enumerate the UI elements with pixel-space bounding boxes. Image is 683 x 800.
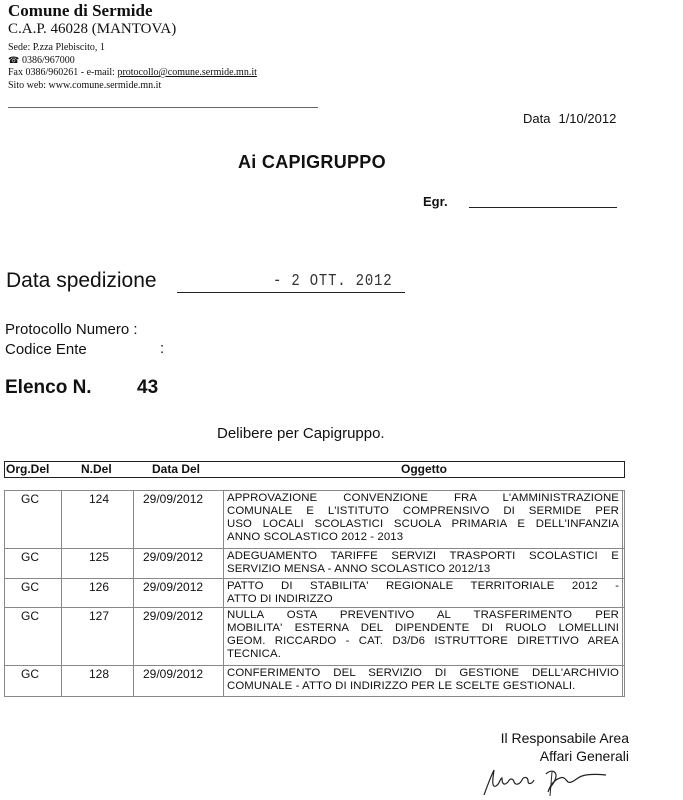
- cell-oggetto: PATTO DI STABILITA' REGIONALE TERRITORIALE 2012 - ATTO DI INDIRIZZO: [227, 580, 619, 605]
- recipient-title: Ai CAPIGRUPPO: [238, 152, 386, 172]
- header-data-del: Data Del: [152, 462, 201, 476]
- cell-org: GC: [21, 492, 39, 506]
- fax-number: Fax 0386/960261 - e-mail:: [8, 67, 118, 78]
- municipality-name: Comune di Sermide: [8, 1, 153, 20]
- header-n-del: N.Del: [81, 462, 112, 476]
- address: Sede: P.zza Plebiscito, 1: [8, 42, 105, 53]
- spedizione-date-stamp: - 2 OTT. 2012: [273, 272, 393, 291]
- spedizione-line: [177, 292, 405, 293]
- cell-num: 126: [89, 580, 110, 594]
- handwritten-signature: [478, 762, 618, 798]
- date-value: 1/10/2012: [558, 111, 617, 126]
- codice-ente-colon: :: [160, 340, 165, 357]
- responsabile-line-2: Affari Generali: [539, 748, 629, 764]
- table-row: [4, 607, 625, 666]
- phone-number: 0386/967000: [22, 55, 75, 66]
- codice-ente-label: Codice Ente: [5, 341, 87, 358]
- cell-date: 29/09/2012: [143, 667, 204, 681]
- cell-date: 29/09/2012: [143, 580, 204, 594]
- cell-oggetto: APPROVAZIONE CONVENZIONE FRA L'AMMINISTRAZIONE COMUNALE E L'ISTITUTO COMPRENSIVO DI SERMIDE PER USO LOCALI SCOLASTICI SCUOLA PRIMARIA E DELL'INFANZIA ANNO SCOLASTICO 2012 - 2013: [227, 492, 619, 543]
- cell-org: GC: [21, 580, 39, 594]
- table-row: [4, 490, 625, 549]
- cell-org: GC: [21, 550, 39, 564]
- spedizione-label: Data spedizione: [6, 269, 157, 292]
- table-row: [4, 548, 625, 579]
- cell-date: 29/09/2012: [143, 609, 204, 623]
- letterhead-divider: [8, 107, 318, 108]
- cell-date: 29/09/2012: [143, 550, 204, 564]
- cell-num: 124: [89, 492, 110, 506]
- telephone-icon: ☎: [8, 55, 20, 65]
- cell-org: GC: [21, 667, 39, 681]
- elenco-number: 43: [137, 377, 159, 398]
- table-row: [4, 665, 625, 697]
- postal-code: C.A.P. 46028 (MANTOVA): [8, 21, 177, 37]
- cell-oggetto: NULLA OSTA PREVENTIVO AL TRASFERIMENTO PER MOBILITA' ESTERNA DEL DIPENDENTE DI RUOLO LOMELLINI GEOM. RICCARDO - CAT. D3/D6 ISTRUTTORE DIRETTIVO AREA TECNICA.: [227, 609, 619, 660]
- responsabile-block: [480, 729, 629, 765]
- document-date: [523, 111, 616, 126]
- cell-num: 125: [89, 550, 110, 564]
- delibere-title: Delibere per Capigruppo.: [217, 425, 385, 442]
- phone-line: [8, 54, 75, 67]
- cell-num: 128: [89, 667, 110, 681]
- date-label: Data: [523, 111, 551, 126]
- cell-date: 29/09/2012: [143, 492, 204, 506]
- cell-oggetto: ADEGUAMENTO TARIFFE SERVIZI TRASPORTI SCOLASTICI E SERVIZIO MENSA - ANNO SCOLASTICO 2012/13: [227, 550, 619, 575]
- egr-blank-line: [469, 207, 617, 208]
- protocollo-label: Protocollo Numero :: [5, 321, 138, 338]
- cell-oggetto: CONFERIMENTO DEL SERVIZIO DI GESTIONE DELL'ARCHIVIO COMUNALE - ATTO DI INDIRIZZO PER LE SCELTE GESTIONALI.: [227, 667, 619, 692]
- table-row: [4, 578, 625, 608]
- header-oggetto: Oggetto: [401, 462, 447, 476]
- fax-email-line: [8, 67, 257, 79]
- egr-label: Egr.: [423, 194, 448, 209]
- website: Sito web: www.comune.sermide.mn.it: [8, 80, 162, 91]
- responsabile-line-1: Il Responsabile Area: [500, 730, 629, 746]
- cell-org: GC: [21, 609, 39, 623]
- elenco-label: Elenco N.: [5, 377, 92, 398]
- table-header: [4, 461, 625, 478]
- cell-num: 127: [89, 609, 110, 623]
- email-link[interactable]: protocollo@comune.sermide.mn.it: [117, 67, 257, 78]
- header-org-del: Org.Del: [6, 462, 50, 476]
